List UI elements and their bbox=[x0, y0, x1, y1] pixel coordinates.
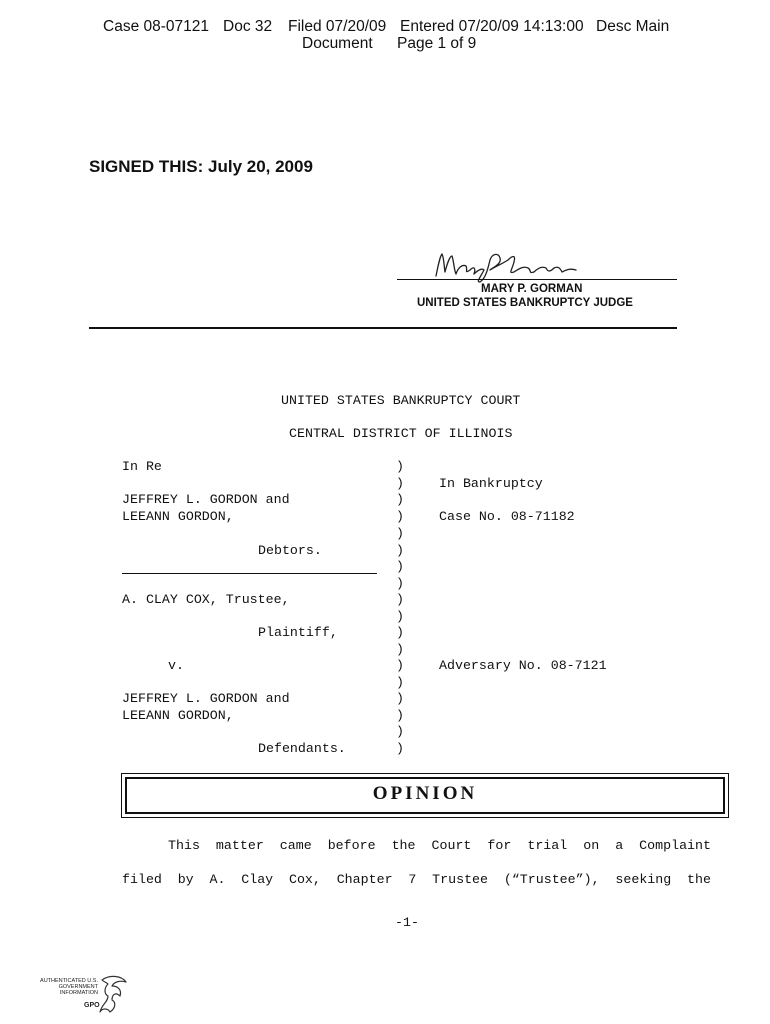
caption-paren: ) bbox=[396, 642, 404, 657]
header-doc: Doc 32 bbox=[223, 18, 273, 35]
caption-in-re: In Re bbox=[122, 459, 162, 474]
caption-paren: ) bbox=[396, 459, 404, 474]
header-entered: Entered 07/20/09 14:13:00 bbox=[400, 18, 584, 35]
header-document: Document bbox=[302, 35, 373, 52]
caption-plaintiff: Plaintiff, bbox=[258, 625, 338, 640]
judge-name: MARY P. GORMAN bbox=[481, 283, 583, 295]
opinion-title-box bbox=[121, 773, 729, 818]
gpo-seal-text: AUTHENTICATED U.S. GOVERNMENT INFORMATION bbox=[40, 978, 98, 996]
caption-paren: ) bbox=[396, 691, 404, 706]
caption-debtor-line1: JEFFREY L. GORDON and bbox=[122, 492, 290, 507]
caption-paren: ) bbox=[396, 592, 404, 607]
caption-paren: ) bbox=[396, 559, 404, 574]
caption-paren: ) bbox=[396, 509, 404, 524]
header-page: Page 1 of 9 bbox=[397, 35, 477, 52]
caption-paren: ) bbox=[396, 543, 404, 558]
caption-plaintiff-name: A. CLAY COX, Trustee, bbox=[122, 592, 290, 607]
gpo-authentication-seal bbox=[36, 974, 132, 1018]
body-line-2: filed by A. Clay Cox, Chapter 7 Trustee (“Trustee”), seeking the bbox=[122, 872, 711, 887]
caption-paren: ) bbox=[396, 609, 404, 624]
caption-debtors: Debtors. bbox=[258, 543, 322, 558]
header-filed: Filed 07/20/09 bbox=[288, 18, 387, 35]
caption-in-bankruptcy: In Bankruptcy bbox=[439, 476, 543, 491]
caption-defendant-line1: JEFFREY L. GORDON and bbox=[122, 691, 290, 706]
caption-paren: ) bbox=[396, 724, 404, 739]
gpo-seal-mark: GPO bbox=[84, 1002, 100, 1009]
caption-case-no: Case No. 08-71182 bbox=[439, 509, 575, 524]
caption-paren: ) bbox=[396, 625, 404, 640]
caption-paren: ) bbox=[396, 675, 404, 690]
page-number: -1- bbox=[395, 915, 419, 930]
caption-paren: ) bbox=[396, 492, 404, 507]
body-line-1: This matter came before the Court for trial on a Complaint bbox=[168, 838, 711, 853]
header-separator bbox=[89, 327, 677, 329]
court-district: CENTRAL DISTRICT OF ILLINOIS bbox=[289, 426, 513, 441]
caption-versus: v. bbox=[168, 658, 184, 673]
judge-title: UNITED STATES BANKRUPTCY JUDGE bbox=[417, 297, 633, 309]
caption-divider bbox=[122, 573, 377, 574]
caption-paren: ) bbox=[396, 526, 404, 541]
caption-adversary-no: Adversary No. 08-7121 bbox=[439, 658, 607, 673]
caption-paren: ) bbox=[396, 576, 404, 591]
signed-date: SIGNED THIS: July 20, 2009 bbox=[89, 157, 313, 176]
gpo-eagle-icon bbox=[98, 974, 128, 1016]
court-name: UNITED STATES BANKRUPTCY COURT bbox=[281, 393, 521, 408]
caption-paren: ) bbox=[396, 741, 404, 756]
caption-paren: ) bbox=[396, 658, 404, 673]
header-desc: Desc Main bbox=[596, 18, 670, 35]
signature-line bbox=[397, 279, 677, 280]
caption-defendants: Defendants. bbox=[258, 741, 346, 756]
caption-debtor-line2: LEEANN GORDON, bbox=[122, 509, 234, 524]
header-case: Case 08-07121 bbox=[103, 18, 209, 35]
caption-paren: ) bbox=[396, 708, 404, 723]
caption-paren: ) bbox=[396, 476, 404, 491]
opinion-title: OPINION bbox=[372, 783, 478, 804]
caption-defendant-line2: LEEANN GORDON, bbox=[122, 708, 234, 723]
